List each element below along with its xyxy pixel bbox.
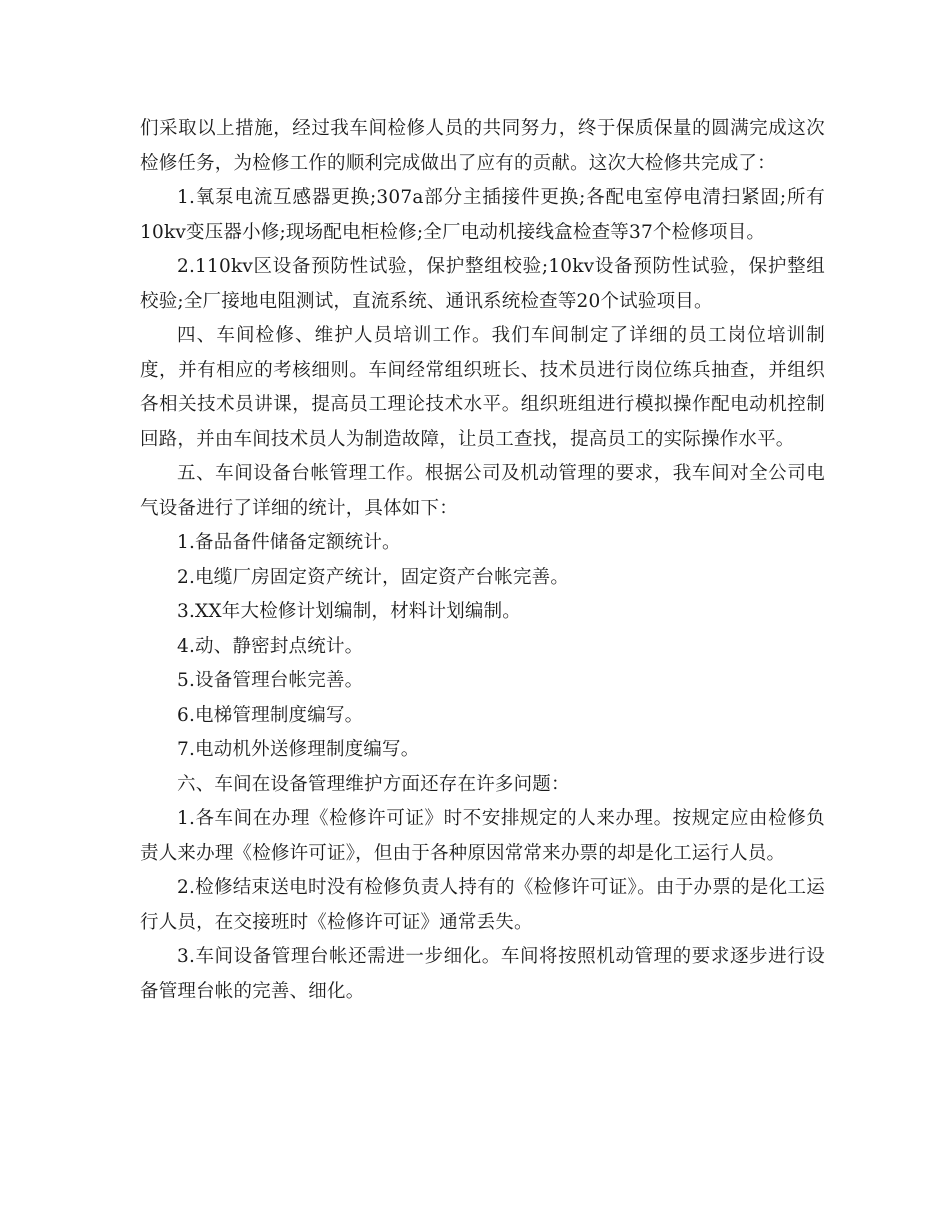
paragraph-problem-item-2: 2.检修结束送电时没有检修负责人持有的《检修许可证》。由于办票的是化工运行人员，在交接班时《检修许可证》通常丢失。	[140, 877, 825, 933]
paragraph-ledger-item-7: 7.电动机外送修理制度编写。	[177, 739, 420, 760]
paragraph-repair-item-2: 2.110kv区设备预防性试验，保护整组校验;10kv设备预防性试验，保护整组校验;全厂接地电阻测试，直流系统、通讯系统检查等20个试验项目。	[140, 256, 825, 312]
paragraph-section-problems: 六、车间在设备管理维护方面还存在许多问题：	[177, 773, 570, 795]
paragraph-problem-item-1: 1.各车间在办理《检修许可证》时不安排规定的人来办理。按规定应由检修负责人来办理《检修许可证》，但由于各种原因常常来办票的却是化工运行人员。	[140, 808, 825, 864]
paragraph-ledger-item-2: 2.电缆厂房固定资产统计，固定资产台帐完善。	[177, 566, 570, 588]
paragraph-ledger-item-1: 1.备品备件储备定额统计。	[177, 532, 401, 553]
document-body	[140, 112, 825, 1009]
paragraph-section-ledger: 五、车间设备台帐管理工作。根据公司及机动管理的要求，我车间对全公司电气设备进行了详细的统计，具体如下：	[140, 463, 825, 519]
paragraph-ledger-item-5: 5.设备管理台帐完善。	[177, 670, 364, 691]
paragraph-problem-item-3: 3.车间设备管理台帐还需进一步细化。车间将按照机动管理的要求逐步进行设备管理台帐的完善、细化。	[140, 946, 825, 1002]
paragraph-section-training: 四、车间检修、维护人员培训工作。我们车间制定了详细的员工岗位培训制度，并有相应的考核细则。车间经常组织班长、技术员进行岗位练兵抽查，并组织各相关技术员讲课，提高员工理论技术水平。组织班组进行模拟操作配电动机控制回路，并由车间技术员人为制造故障，让员工查找，提高员工的实际操作水平。	[140, 325, 825, 450]
paragraph-ledger-item-4: 4.动、静密封点统计。	[177, 635, 364, 657]
paragraph-ledger-item-3: 3.XX年大检修计划编制，材料计划编制。	[177, 601, 521, 622]
paragraph-repair-item-1: 1.氧泵电流互感器更换;307a部分主插接件更换;各配电室停电清扫紧固;所有10kv变压器小修;现场配电柜检修;全厂电动机接线盒检查等37个检修项目。	[140, 187, 825, 243]
paragraph-intro-continuation: 们采取以上措施，经过我车间检修人员的共同努力，终于保质保量的圆满完成这次检修任务，为检修工作的顺利完成做出了应有的贡献。这次大检修共完成了：	[140, 118, 825, 174]
paragraph-ledger-item-6: 6.电梯管理制度编写。	[177, 704, 364, 726]
